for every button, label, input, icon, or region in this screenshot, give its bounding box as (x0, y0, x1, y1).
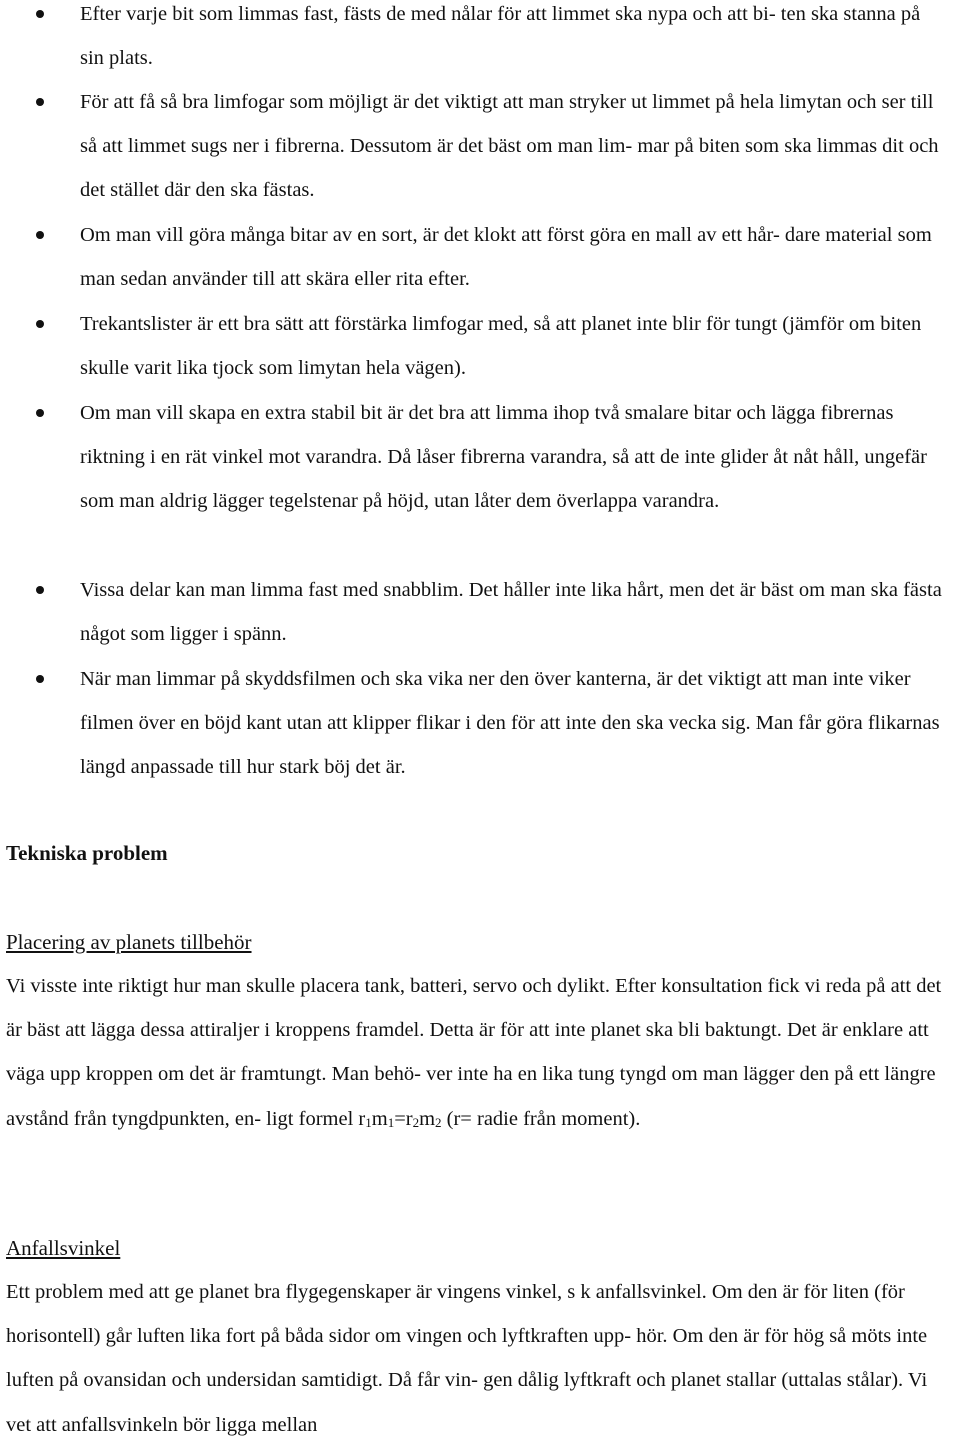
bullet-icon (36, 98, 44, 106)
list-item-text: Om man vill skapa en extra stabil bit är det bra att limma ihop två smalare bitar och lägga fibrernas riktning i en rät vinkel mot varandra. Då låser fibrerna varandra, så att de inte glider åt nåt håll, ungefär som man aldrig lägger tegelstenar på höjd, utan låter dem överlappa varandra. (80, 402, 927, 513)
placement-paragraph (6, 964, 954, 1145)
placement-heading: Placering av planets tillbehör (6, 930, 252, 954)
bullet-icon (36, 586, 44, 594)
placement-text-end: (r= radie från moment). (441, 1107, 641, 1130)
list-item-text: När man limmar på skyddsfilmen och ska vika ner den över kanterna, är det viktigt att man inte viker filmen över en böjd kant utan att klipper flikar i den för att inte den ska vecka sig. Man får göra flikarnas längd anpassade till hur stark böj det är. (80, 668, 940, 779)
formula: r1m1=r2m2 (358, 1107, 442, 1130)
section-heading: Tekniska problem (6, 841, 168, 865)
list-item (0, 213, 946, 301)
bullet-icon (36, 409, 44, 417)
list-item-text: Om man vill göra många bitar av en sort, är det klokt att först göra en mall av ett hår- dare material som man sedan använder till att skära eller rita efter. (80, 224, 932, 291)
list-item (0, 391, 946, 524)
list-item-text: För att få så bra limfogar som möjligt är det viktigt att man stryker ut limmet på hela limytan och ser till så att limmet sugs ner i fibrerna. Dessutom är det bäst om man lim- mar på biten som ska limmas dit och det stället där den ska fästas. (80, 91, 939, 202)
bullet-icon (36, 675, 44, 683)
list-item-text: Efter varje bit som limmas fast, fästs de med nålar för att limmet ska nypa och att bi- ten ska stanna på sin plats. (80, 3, 921, 70)
bullet-icon (36, 10, 44, 18)
angle-heading: Anfallsvinkel (6, 1236, 121, 1260)
list-item (0, 568, 946, 656)
list-item (0, 80, 946, 213)
angle-paragraph: Ett problem med att ge planet bra flygegenskaper är vingens vinkel, s k anfallsvinkel. Om den är för liten (för horisontell) går luften lika fort på båda sidor om vingen och lyftkraften upp- hör. Om den är för hög så möts inte luften på ovansidan och undersidan samtidigt. Då får vin- gen dålig lyftkraft och planet stallar (uttalas stålar). Vi vet att anfallsvinkeln bör ligga mellan (6, 1281, 928, 1436)
list-item-text: Trekantslister är ett bra sätt att förstärka limfogar med, så att planet inte blir för tungt (jämför om biten skulle varit lika tjock som limytan hela vägen). (80, 313, 922, 380)
list-item-text: Vissa delar kan man limma fast med snabblim. Det håller inte lika hårt, men det är bäst om man ska fästa något som ligger i spänn. (80, 579, 942, 646)
list-item (0, 0, 946, 80)
list-item (0, 302, 946, 390)
list-item (0, 657, 946, 790)
bullet-icon (36, 231, 44, 239)
placement-text: Vi visste inte riktigt hur man skulle placera tank, batteri, servo och dylikt. Efter konsultation fick vi reda på att det är bäst att lägga dessa attiraljer i kroppens framdel. Detta är för att inte planet ska bli baktungt. Det är enklare att väga upp kroppen om det är framtungt. Man behö- ver inte ha en lika tung tyngd om man lägger den på ett längre avstånd från tyngdpunkten, en- ligt formel (6, 975, 942, 1130)
bullet-icon (36, 320, 44, 328)
